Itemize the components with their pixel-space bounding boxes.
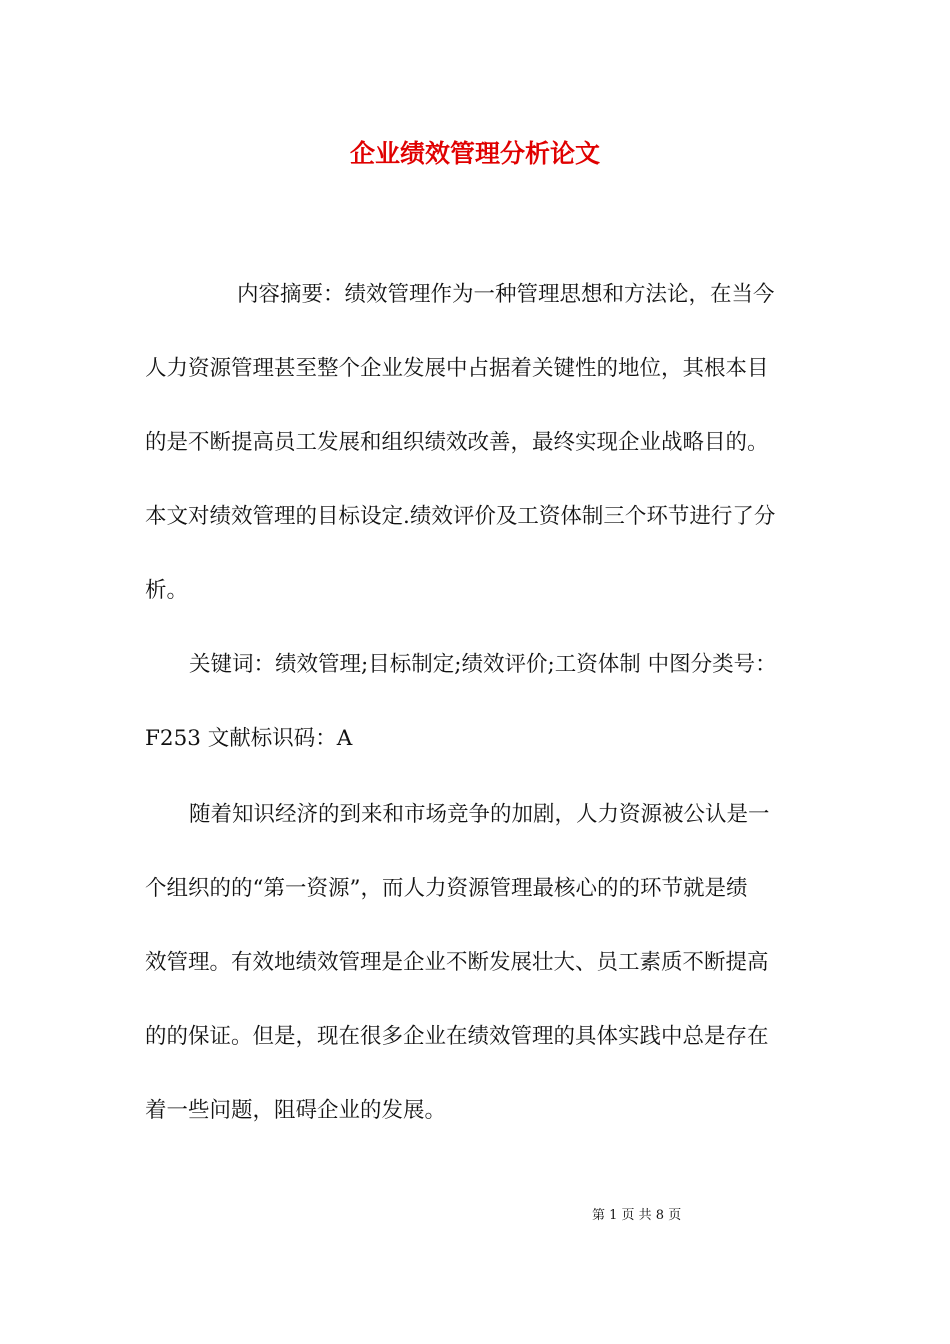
paragraph-line-4: 的的保证。但是，现在很多企业在绩效管理的具体实践中总是存在 — [145, 1024, 769, 1049]
keywords-line-1: 关键词：绩效管理;目标制定;绩效评价;工资体制 中图分类号： — [189, 652, 777, 677]
keywords-line-2: F253 文献标识码：A — [145, 726, 353, 751]
abstract-line-1: 内容摘要：绩效管理作为一种管理思想和方法论，在当今 — [237, 282, 775, 307]
document-title: 企业绩效管理分析论文 — [349, 139, 600, 168]
paragraph-line-1: 随着知识经济的到来和市场竞争的加剧，人力资源被公认是一 — [189, 802, 770, 827]
abstract-line-5: 析。 — [145, 578, 189, 603]
abstract-line-3: 的是不断提高员工发展和组织绩效改善，最终实现企业战略目的。 — [145, 430, 769, 455]
abstract-line-4: 本文对绩效管理的目标设定.绩效评价及工资体制三个环节进行了分 — [145, 504, 776, 529]
paragraph-line-5: 着一些问题，阻碍企业的发展。 — [145, 1098, 447, 1123]
paragraph-line-3: 效管理。有效地绩效管理是企业不断发展壮大、员工素质不断提高 — [145, 950, 769, 975]
page-number-footer: 第 1 页 共 8 页 — [592, 1208, 682, 1223]
paragraph-line-2: 个组织的的“第一资源”，而人力资源管理最核心的的环节就是绩 — [145, 876, 748, 901]
abstract-line-2: 人力资源管理甚至整个企业发展中占据着关键性的地位，其根本目 — [145, 356, 769, 381]
